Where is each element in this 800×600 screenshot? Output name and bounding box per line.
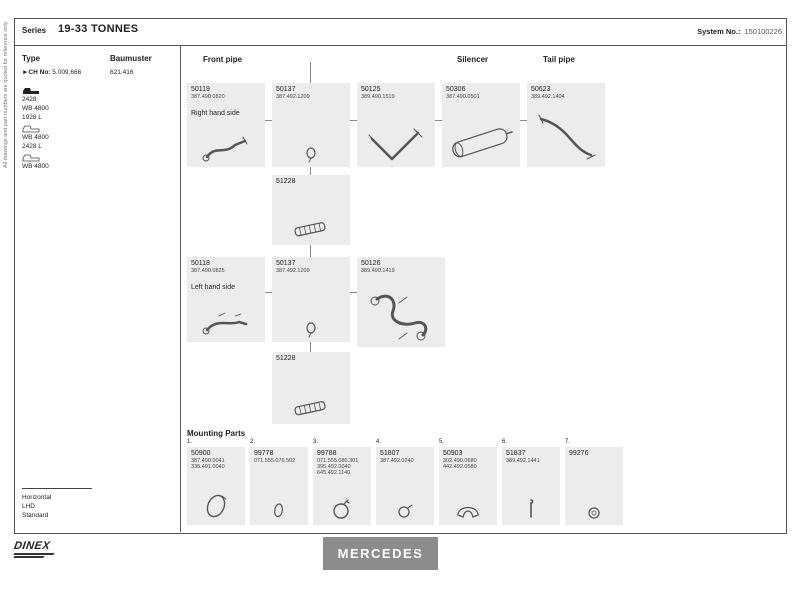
part-id: 99276 (569, 450, 589, 457)
clamp-bolt-sketch (329, 497, 355, 521)
chassis-number-label: ►CH No: (22, 69, 51, 76)
model-line: 2428 L (22, 143, 42, 150)
mounting-cell-50903[interactable] (439, 447, 497, 525)
intermediate-pipe-large-sketch (363, 281, 439, 343)
mounting-cell-99778[interactable] (250, 447, 308, 525)
truck-outline-icon (22, 153, 40, 162)
part-oe-number: 387.490.0820 (191, 94, 225, 100)
edge-disclaimer: All drawings and part numbers are quoted for reference only (3, 21, 9, 168)
connector (520, 120, 527, 121)
part-cell-50119[interactable] (187, 83, 265, 167)
model-line: 2428 (22, 96, 37, 103)
bracket-sketch (270, 501, 288, 521)
part-id: 51228 (276, 355, 296, 362)
part-id: 50623 (531, 86, 551, 93)
dinex-logo (14, 540, 54, 557)
series-label: Series (22, 26, 47, 35)
logo-stripe (14, 556, 45, 558)
part-cell-50137-lh[interactable] (272, 257, 350, 342)
mounting-cell-51807[interactable] (376, 447, 434, 525)
pin-sketch (525, 497, 537, 521)
connector (310, 167, 311, 175)
series-value: 19-33 TONNES (58, 23, 139, 35)
part-oe-number: 387.490.0825 (191, 268, 225, 274)
part-oe-number: 389.490.1419 (361, 268, 395, 274)
mounting-item-number: 2. (250, 439, 256, 445)
mounting-item-number: 3. (313, 439, 319, 445)
model-line: WB 4800 (22, 105, 49, 112)
truck-outline-icon (22, 124, 40, 133)
column-tail-pipe: Tail pipe (543, 55, 575, 64)
model-line: 1928 L (22, 114, 42, 121)
part-oe-number: 389.492.1441 (506, 458, 540, 464)
chassis-number (22, 68, 81, 77)
part-oe-number: 071.555.076.502 (254, 458, 296, 464)
connector (310, 245, 311, 257)
part-oe-number: 645.492.1140 (317, 470, 351, 476)
connector (310, 342, 311, 352)
mounting-item-number: 4. (376, 439, 382, 445)
mounting-item-number: 5. (439, 439, 445, 445)
part-oe-number: 387.492.0240 (380, 458, 414, 464)
flex-pipe-sketch (289, 217, 333, 241)
part-cell-50137[interactable] (272, 83, 350, 167)
model-line: WB 4800 (22, 163, 49, 170)
part-id: 51837 (506, 450, 526, 457)
small-clamp-sketch (395, 501, 415, 521)
part-id: 50137 (276, 86, 296, 93)
type-column-header: Type (22, 54, 41, 63)
part-id: 50118 (191, 260, 210, 267)
part-oe-number: 387.492.1209 (276, 268, 310, 274)
part-cell-50126[interactable] (357, 257, 445, 347)
part-id: 99788 (317, 450, 337, 457)
baumuster-column-header: Baumuster (110, 54, 152, 63)
connector (265, 120, 272, 121)
column-silencer: Silencer (457, 55, 489, 64)
part-id: 51807 (380, 450, 400, 457)
part-cell-50118[interactable] (187, 257, 265, 342)
variant-info (22, 493, 51, 520)
connector (435, 120, 442, 121)
part-cell-50306[interactable] (442, 83, 520, 167)
system-number (697, 27, 782, 36)
part-id: 50125 (361, 86, 381, 93)
part-id: 50126 (361, 260, 381, 267)
variant-line: Horizontal (22, 494, 52, 501)
front-pipe-right-sketch (199, 133, 253, 163)
gasket-sketch (301, 145, 321, 163)
connector (350, 292, 357, 293)
variant-line: Standard (22, 512, 49, 519)
mounting-cell-50900[interactable] (187, 447, 245, 525)
variant-line: LHD (22, 503, 36, 510)
part-oe-number: 389.490.1519 (361, 94, 395, 100)
part-id: 50137 (276, 260, 296, 267)
part-cell-50623[interactable] (527, 83, 605, 167)
header-divider (14, 45, 786, 46)
intermediate-pipe-sketch (366, 127, 426, 163)
part-oe-number: 395.492.0040 (317, 464, 351, 470)
sidebar-divider (180, 45, 181, 532)
variant-divider (22, 488, 92, 489)
column-front-pipe: Front pipe (203, 55, 243, 64)
part-id: 50306 (446, 86, 466, 93)
part-cell-50125[interactable] (357, 83, 435, 167)
part-oe-number: 442.492.0580 (443, 464, 477, 470)
part-id: 50900 (191, 450, 211, 457)
part-cell-51228[interactable] (272, 175, 350, 245)
system-number-label: System No.: (697, 27, 741, 36)
connector (310, 62, 311, 83)
mounting-item-number: 1. (187, 439, 193, 445)
front-pipe-left-sketch (199, 308, 253, 338)
gasket-sketch (301, 320, 321, 338)
model-list (22, 86, 112, 171)
mounting-parts-title: Mounting Parts (187, 429, 246, 438)
flex-pipe-sketch (289, 396, 333, 420)
silencer-sketch (446, 117, 516, 163)
mounting-cell-99788[interactable] (313, 447, 371, 525)
part-id: 51228 (276, 178, 296, 185)
connector (265, 292, 272, 293)
make-badge-label: MERCEDES (337, 546, 424, 561)
part-oe-number: 387.492.1209 (276, 94, 310, 100)
clamp-sketch (201, 491, 231, 521)
mounting-cell-99276[interactable] (565, 447, 623, 525)
mounting-cell-51837[interactable] (502, 447, 560, 525)
dinex-logo-text: DINEX (13, 540, 51, 552)
part-id: 50903 (443, 450, 463, 457)
side-label: Right hand side (191, 110, 240, 117)
part-id: 50119 (191, 86, 210, 93)
nut-sketch (585, 505, 603, 521)
truck-filled-icon (22, 86, 40, 95)
model-line: WB 4800 (22, 134, 49, 141)
hanger-bracket-sketch (453, 497, 483, 521)
side-label: Left hand side (191, 284, 235, 291)
make-badge[interactable] (323, 537, 438, 570)
tail-pipe-sketch (533, 111, 599, 163)
part-oe-number: 387.490.0501 (446, 94, 480, 100)
part-oe-number: 387.490.0041 (191, 458, 225, 464)
part-oe-number: 302.490.0680 (443, 458, 477, 464)
connector (350, 120, 357, 121)
mounting-item-number: 7. (565, 439, 571, 445)
system-number-value: 150100226 (744, 27, 782, 36)
baumuster-value: 621.416 (110, 69, 134, 76)
part-oe-number: 335.491.0040 (191, 464, 225, 470)
logo-stripe (14, 553, 55, 555)
chassis-number-value: 5.009.666 (52, 69, 82, 76)
part-id: 99778 (254, 450, 274, 457)
part-oe-number: 071.555.080.301 (317, 458, 359, 464)
mounting-item-number: 6. (502, 439, 508, 445)
part-oe-number: 389.492.1404 (531, 94, 565, 100)
part-cell-51228-lh[interactable] (272, 352, 350, 424)
